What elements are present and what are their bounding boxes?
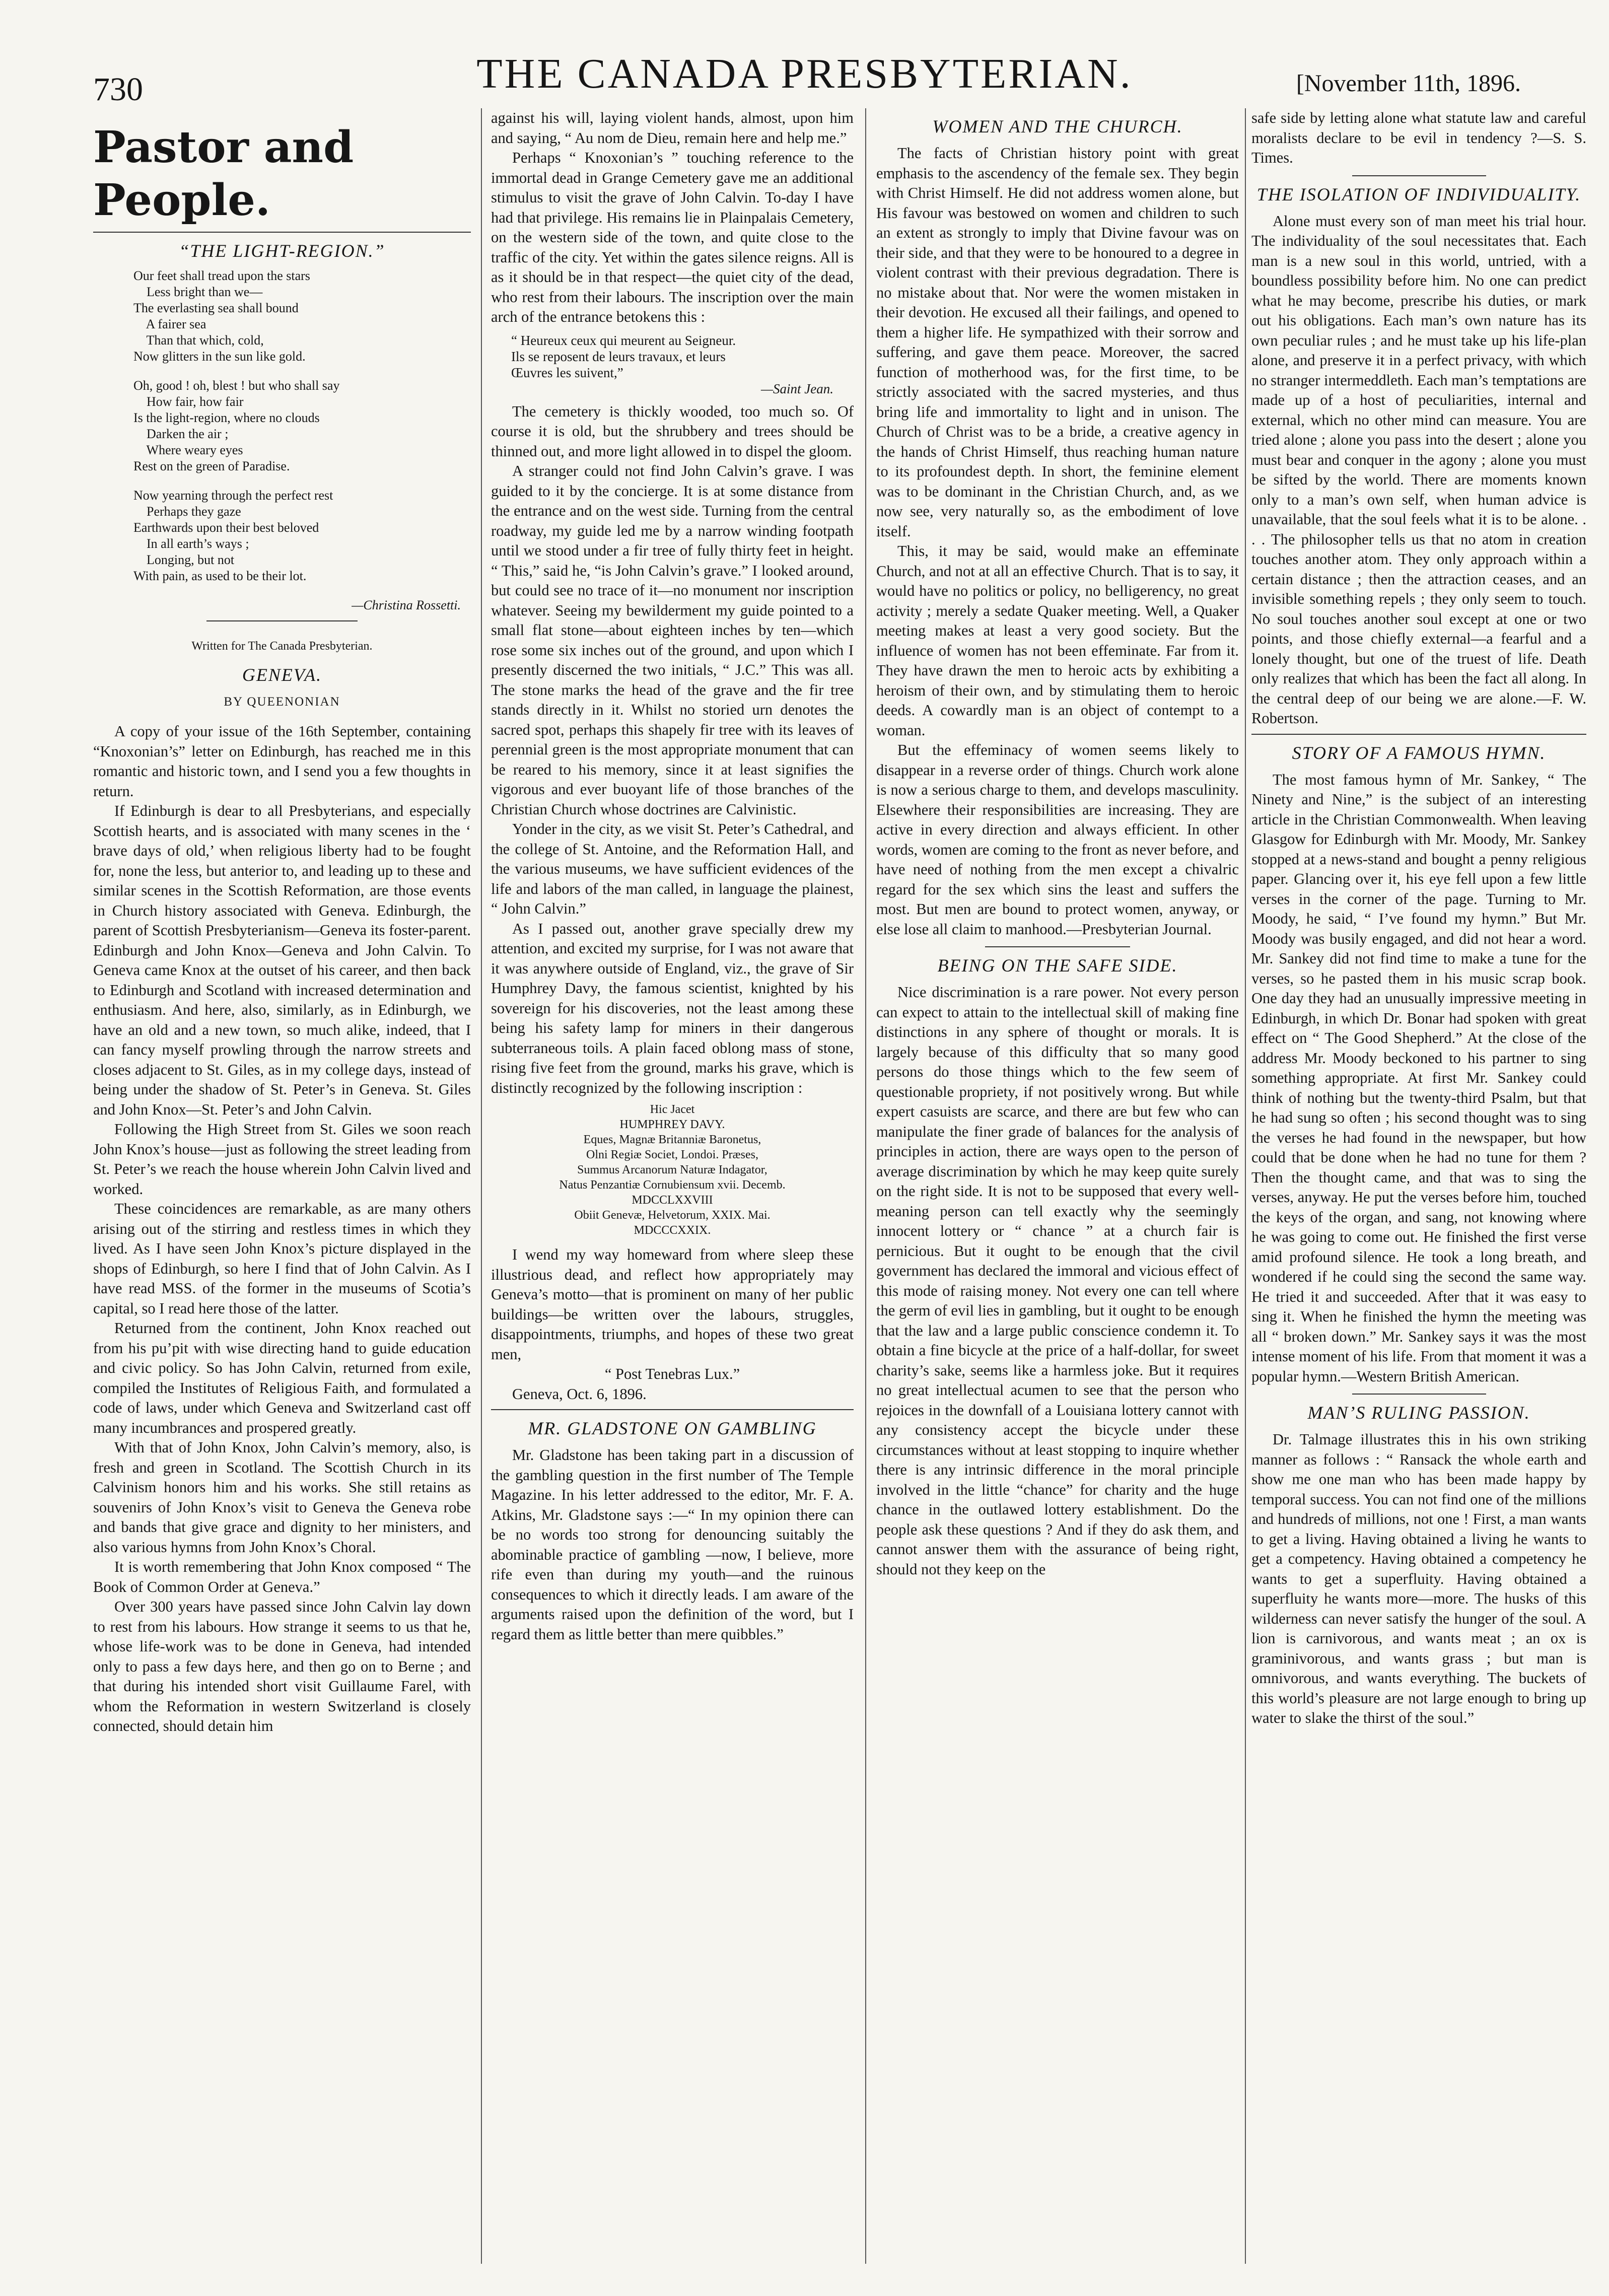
paragraph: The cemetery is thickly wooded, too much so. Of course it is old, but the shrubbery and trees should be thinned out, and more light allowed in to dispel the gloom. (491, 402, 854, 460)
dateline: Geneva, Oct. 6, 1896. (512, 1385, 647, 1403)
paragraph: But the effeminacy of women seems likely to disappear in a reverse order of things. Church work alone is now a serious charge to them, and develops masculinity. Elsewhere their responsibilities are increasing. They are active in every direction and always efficient. In other words, women are coming to the front as never before, and have need of nothing from the men except a chivalric regard for the sex which sins the least and suffers the most. But men are bound to protect women, anyway, or else lose all claim to manhood.—Presbyterian Journal. (876, 741, 1239, 938)
poem-line: Where weary eyes (133, 443, 243, 457)
poem-title: “THE LIGHT-REGION.” (179, 241, 385, 261)
page-number: 730 (93, 71, 143, 108)
inscription-line: MDCCCXXIX. (634, 1224, 711, 1237)
poem-line: Than that which, cold, (133, 333, 264, 347)
poem-line: Now yearning through the perfect rest (133, 488, 333, 503)
rule (93, 232, 471, 233)
paragraph: A copy of your issue of the 16th September, containing “Knoxonian’s” letter on Edinburgh, has reached me in this romantic and historic town, and I send you a few thoughts in return. (93, 723, 471, 800)
paragraph: It is worth remembering that John Knox composed “ The Book of Common Order at Geneva.” (93, 1558, 471, 1595)
column-4 (1251, 108, 1586, 2269)
quote-line: Ils se reposent de leurs travaux, et leurs (511, 349, 726, 364)
column-divider (865, 108, 866, 2264)
paragraph: safe side by letting alone what statute law and careful moralists declare to be evil in tendency ?—S. S. Times. (1251, 109, 1586, 166)
inscription-line: Olni Regiæ Societ, Londoi. Præses, (586, 1148, 758, 1161)
inscription-line: Natus Penzantiæ Cornubiensum xvii. Decemb. (559, 1178, 786, 1192)
davy-inscription (491, 1102, 854, 1238)
poem-line: Darken the air ; (133, 427, 229, 441)
article-title-gladstone: MR. GLADSTONE ON GAMBLING (528, 1418, 817, 1438)
paragraph: Over 300 years have passed since John Calvin lay down to rest from his labours. How strange it seems to us that he, whose life-work was to be done in Geneva, had intended only to pass a few days here, and then go on to Berne ; and that during his intended short visit Guillaume Farel, with whom the Reformation in western Switzerland is closely connected, should detain him (93, 1598, 471, 1734)
paragraph: against his will, laying violent hands, almost, upon him and saying, “ Au nom de Dieu, remain here and help me.” (491, 109, 854, 147)
inscription-line: MDCCLXXVIII (632, 1194, 713, 1207)
article-title-safe-side: BEING ON THE SAFE SIDE. (937, 955, 1178, 976)
paragraph: As I passed out, another grave specially drew my attention, and excited my surprise, for I was not aware that it was anywhere outside of England, viz., the grave of Sir Humphrey Davy, the famous scientist, knighted by his sovereign for his discoveries, not the least among these being his safety lamp for miners in their dangerous subterraneous toils. A plain faced oblong mass of stone, rising five feet from the ground, marks his grave, which is distinctly recognized by the following inscription : (491, 920, 854, 1096)
column-1 (93, 108, 471, 2269)
poem-line: In all earth’s ways ; (133, 536, 249, 551)
article-title-hymn: STORY OF A FAMOUS HYMN. (1292, 742, 1546, 763)
paragraph: A stranger could not find John Calvin’s grave. I was guided to it by the concierge. It is at some distance from the entrance and on the west side. Turning from the central roadway, my guide led me by a narrow winding footpath until we stood under a fir tree of fully thirty feet in height. “ This,” said he, “is John Calvin’s grave.” I looked around, but could see no trace of it—no monument nor inscription whatever. Seeing my bewilderment my guide pointed to a small flat stone—about eighteen inches by ten—which rose some six inches out of the ground, and upon which I presently discerned the two initials, “ J.C.” This was all. The stone marks the head of the grave and the fir tree stands directly in it. Whilst no storied urn denotes the sacred spot, perhaps this shapely fir tree with its leaves of perennial green is the most appropriate monument that can be reared to his memory, since it at least signifies the vigorous and ever buoyant life of those branches of the Christian Church whose doctrines are Calvinistic. (491, 462, 854, 818)
poem-line: With pain, as used to be their lot. (133, 569, 307, 583)
paragraph: I wend my way homeward from where sleep these illustrious dead, and reflect how appropriately may Geneva’s motto—that is prominent on many of her public buildings—be written over the labours, struggles, disappointments, triumphs, and hopes of these two great men, (491, 1246, 854, 1363)
poem-line: Rest on the green of Paradise. (133, 459, 290, 473)
column-2 (491, 108, 854, 2269)
inscription-line: HUMPHREY DAVY. (619, 1118, 725, 1131)
quote-credit: —Saint Jean. (761, 381, 833, 396)
paragraph: Following the High Street from St. Giles we soon reach John Knox’s house—just as following the street leading from St. Peter’s we reach the house wherein John Calvin lived and worked. (93, 1121, 471, 1198)
paragraph: Dr. Talmage illustrates this in his own striking manner as follows : “ Ransack the whole earth and show me one man who has been made happy by temporal success. You can not find one of the millions and hundreds of millions, not one ! First, a man wants to get a living. Having obtained a living he wants to get a competency. Having obtained a competency he wants to get a superfluity. Having obtained a superfluity he wants more—more. The husks of this wilderness can never satisfy the hunger of the soul. A lion is carnivorous, and wants meat ; an ox is graminivorous, and wants grass ; but man is omnivorous, and wants everything. The buckets of this world’s pleasure are not large enough to bring up water to slake the thirst of the soul.” (1251, 1431, 1586, 1726)
poem-line: How fair, how fair (133, 394, 244, 409)
paragraph: This, it may be said, would make an effeminate Church, and not at all an effective Church. That is to say, it would have no politics or policy, no belligerency, no great activity ; merely a sedate Quaker meeting. Well, a Quaker meeting makes at least a very good society. But the influence of women has not been effeminate. Far from it. They have drawn the men to heroic acts by exhibiting a heroism of their own, and by stimulating them to heroic deeds. A cowardly man is an object of contempt to a woman. (876, 542, 1239, 739)
paragraph: These coincidences are remarkable, as are many others arising out of the stirring and restless times in which they lived. As I have seen John Knox’s picture displayed in the shops of Edinburgh, so here I find that of John Calvin. As I have read MSS. of the former in the museums of Scotia’s capital, so I read here those of the latter. (93, 1200, 471, 1317)
paragraph: Nice discrimination is a rare power. Not every person can expect to attain to the intellectual skill of making fine distinctions in any sphere of thought or morals. It is largely because of this difficulty that so many good persons do those things which to the few seem of questionable propriety, if not positively wrong. But while expert casuists are scarce, and there are but few who can manipulate the finer grade of balances for the analysis of principles in action, there are ways open to the person of average discrimination by which he may keep quite surely on the right side. It is not to be supposed that every well-meaning person can tell exactly why the seemingly innocent lottery or “ chance ” at a church fair is pernicious. But it ought to be enough that the civil government has declared the immoral and vicious effect of this mode of raising money. Not every one can tell where the germ of evil lies in gambling, but it ought to be enough that the law and a large public conscience condemn it. To obtain a fine bicycle at the price of a half-dollar, for sweet charity’s sake, seems like a harmless joke. But it requires no great intellectual acumen to see that the person who rejoices in the downfall of a Louisiana lottery cannot with any consistency accept the bicycle under these circumstances without at least stopping to inquire whether there is any intrinsic difference in the moral principle involved in the little “chance” for charity and the huge chance in the outlawed lottery establishment. Do the people ask these questions ? And if they do ask them, and cannot answer them with the assurance of being right, should not they keep on the (876, 984, 1239, 1578)
paragraph: The most famous hymn of Mr. Sankey, “ The Ninety and Nine,” is the subject of an interesting article in the Christian Commonwealth. When leaving Glasgow for Edinburgh with Mr. Moody, Mr. Sankey stopped at a news-stand and bought a penny religious paper. Glancing over it, his eye fell upon a few little verses in the corner of the page. Turning to Mr. Moody, he said, “ I’ve found my hymn.” But Mr. Moody was busily engaged, and did not hear a word. Mr. Sankey did not find time to make a tune for the verses, so he pasted them in his music scrap book. One day they had an unusually impressive meeting in Edinburgh, in which Dr. Bonar had spoken with great effect on “ The Good Shepherd.” At the close of the address Mr. Moody beckoned to his partner to sing something appropriate. At first Mr. Sankey could think of nothing but the twenty-third Psalm, but that he had sung so often ; his second thought was to sing the verses he had found in the newspaper, but how could that be done when he had no tune for them ? Then the thought came, and that was to sing the verses, anyway. He put the verses before him, touched the keys of the organ, and sang, not knowing where he was going to come out. He finished the first verse amid profound silence. He took a long breath, and wondered if he could sing the second the same way. He tried it and succeeded. After that it was easy to sing it. When he finished the hymn the meeting was all “ broken down.” Mr. Sankey says it was the most intense moment of his life. From that moment it was a popular hymn.—Western British American. (1251, 771, 1586, 1385)
inscription-line: Obiit Genevæ, Helvetorum, XXIX. Mai. (574, 1209, 771, 1222)
motto: “ Post Tenebras Lux.” (604, 1365, 740, 1382)
section-masthead: Pastor and People. (93, 122, 354, 226)
rule (206, 620, 358, 621)
paragraph: Yonder in the city, as we visit St. Peter’s Cathedral, and the college of St. Antoine, and the Reformation Hall, and the various museums, we have sufficient evidences of the life and labors of the man called, in language the plainest, “ John Calvin.” (491, 820, 854, 917)
poem-line: Less bright than we— (133, 285, 263, 299)
poem-line: A fairer sea (133, 317, 206, 331)
article-title-women: WOMEN AND THE CHURCH. (932, 116, 1183, 136)
poem-line: Is the light-region, where no clouds (133, 410, 320, 425)
poem (133, 268, 471, 613)
paragraph: Perhaps “ Knoxonian’s ” touching reference to the immortal dead in Grange Cemetery gave me an additional stimulus to visit the grave of John Calvin. To-day I have had that privilege. His remains lie in Plainpalais Cemetery, on the western side of the town, and quite close to the traffic of the city. Yet within the gates silence reigns. All is as it should be in that respect—the quiet city of the dead, who rest from their labours. The inscription over the main arch of the entrance betokens this : (491, 149, 854, 325)
poem-line: Oh, good ! oh, blest ! but who shall say (133, 378, 340, 393)
stanza (133, 378, 471, 474)
written-for-note: Written for The Canada Presbyterian. (191, 640, 373, 653)
running-head: THE CANADA PRESBYTERIAN. (476, 50, 1133, 97)
poem-line: The everlasting sea shall bound (133, 301, 299, 315)
article-title-geneva: GENEVA. (242, 664, 322, 685)
issue-date: [November 11th, 1896. (1296, 70, 1521, 97)
column-divider (1245, 108, 1246, 2264)
rule (491, 1409, 854, 1410)
rule (1251, 734, 1586, 735)
inscription-line: Hic Jacet (650, 1103, 695, 1116)
poem-line: Perhaps they gaze (133, 504, 241, 519)
inscription-line: Summus Arcanorum Naturæ Indagator, (577, 1163, 767, 1176)
paragraph: With that of John Knox, John Calvin’s memory, also, is fresh and green in Scotland. The Scottish Church in its Calvinism honors him and his works. She still retains as souvenirs of John Knox’s visit to Geneva the Geneva robe and bands that give grace and dignity to her ministers, and also various hymns from John Knox’s Choral. (93, 1439, 471, 1556)
byline: BY QUEENONIAN (224, 694, 340, 709)
poem-credit: —Christina Rossetti. (352, 598, 461, 612)
page-header (0, 30, 1609, 108)
paragraph: Alone must every son of man meet his trial hour. The individuality of the soul necessitates that. Each man is a new soul in this world, untried, with a boundless possibility before him. No one can predict what he may become, prescribe his duties, or mark out his obligations. Each man’s own nature has its own peculiar rules ; and he must take up his life-plan alone, and preserve it in a perfect privacy, with which no stranger intermeddleth. Each man’s temptations are made up of a host of peculiarities, internal and external, which no other mind can measure. You are tried alone ; alone you pass into the desert ; alone you must bear and conquer in the agony ; alone you must be sifted by the world. There are moments known only to a man’s own self, when human advice is unavailable, that the soul feels what it is to be alone. . . . The philosopher tells us that no atom in creation touches another atom. They only approach within a certain distance ; then the attraction ceases, and an invisible something repels ; they only seem to touch. No soul touches another soul except at one or two points, and those chiefly external—a fearful and a lonely thought, but one of the truest of life. Death only realizes that which has been the fact all along. In the central deep of our being we are alone.—F. W. Robertson. (1251, 212, 1586, 727)
rule (1352, 1394, 1486, 1395)
rule (1352, 175, 1486, 176)
paragraph: Mr. Gladstone has been taking part in a discussion of the gambling question in the first number of The Temple Magazine. In his letter addressed to the editor, Mr. F. A. Atkins, Mr. Gladstone says :—“ In my opinion there can be no words too strong for denouncing suitably the abominable practice of gambling —now, I believe, more rife even than during my youth—and the ruinous consequences to which it directly leads. I am aware of the arguments raised upon the definition of the word, but I regard them as little better than mere quibbles.” (491, 1446, 854, 1643)
column-divider (481, 108, 482, 2264)
french-quote (511, 332, 833, 397)
paragraph: If Edinburgh is dear to all Presbyterians, and especially Scottish hearts, and is associated with many scenes in the ‘ brave days of old,’ when religious liberty had to be fought for, none the less, but anterior to, and leading up to these and similar scenes in the Scottish Reformation, are those events in Church history associated with Geneva. Edinburgh, the parent of Scottish Presbyterianism—Geneva its foster-parent. Edinburgh and John Knox—Geneva and John Calvin. To Geneva came Knox at the outset of his career, and then back to Edinburgh and Scotland with increased determination and enthusiasm. And here, also, similarly, as in Edinburgh, we have an old and a new town, so much alike, indeed, that I can fancy myself prowling through the narrow streets and closes adjacent to St. Giles, as in my college days, instead of being under the shadow of St. Peter’s in Geneva. St. Giles and John Knox—St. Peter’s and John Calvin. (93, 802, 471, 1118)
article-title-ruling-passion: MAN’S RULING PASSION. (1307, 1403, 1530, 1423)
stanza (133, 488, 471, 584)
quote-line: “ Heureux ceux qui meurent au Seigneur. (511, 332, 736, 348)
rule (985, 946, 1130, 947)
article-title-isolation: THE ISOLATION OF INDIVIDUALITY. (1256, 184, 1581, 204)
paragraph: Returned from the continent, John Knox reached out from his pu’pit with wise directing hand to guide education and civic policy. So has John Calvin, returned from exile, compiled the Institutes of Religious Faith, and formulated a code of laws, under which Geneva and Switzerland cast off many incumbrances and prospered greatly. (93, 1319, 471, 1436)
stanza (133, 268, 471, 365)
column-3 (876, 108, 1239, 2269)
poem-line: Our feet shall tread upon the stars (133, 268, 310, 283)
quote-line: Œuvres les suivent,” (511, 365, 623, 380)
inscription-line: Eques, Magnæ Britanniæ Baronetus, (583, 1133, 761, 1146)
paragraph: The facts of Christian history point with great emphasis to the ascendency of the female sex. They begin with Christ Himself. He did not address women alone, but His favour was bestowed on women and children to such an extent as strongly to imply that Divine favour was on their side, and that they were to be honoured to a degree in violent contrast with their previous degradation. There is no mistake about that. Nor were the women mistaken in their devotion. He excused all their failings, and opened to them a higher life. He sympathized with their sorrow and suffering, and gave them peace. Moreover, the sacred function of motherhood was, for the first time, to be strictly associated with the sacred mysteries, and thus bring life and immortality to light and in unison. The Church of Christ was to be a bride, a creative agency in the hands of Christ Himself, thus reaching human nature to its profoundest depth. In short, the feminine element was to be dominant in the Christian Church, and, as we now see, very naturally so, as the embodiment of love itself. (876, 145, 1239, 540)
poem-line: Now glitters in the sun like gold. (133, 349, 306, 364)
poem-line: Longing, but not (133, 552, 235, 567)
poem-line: Earthwards upon their best beloved (133, 520, 319, 535)
